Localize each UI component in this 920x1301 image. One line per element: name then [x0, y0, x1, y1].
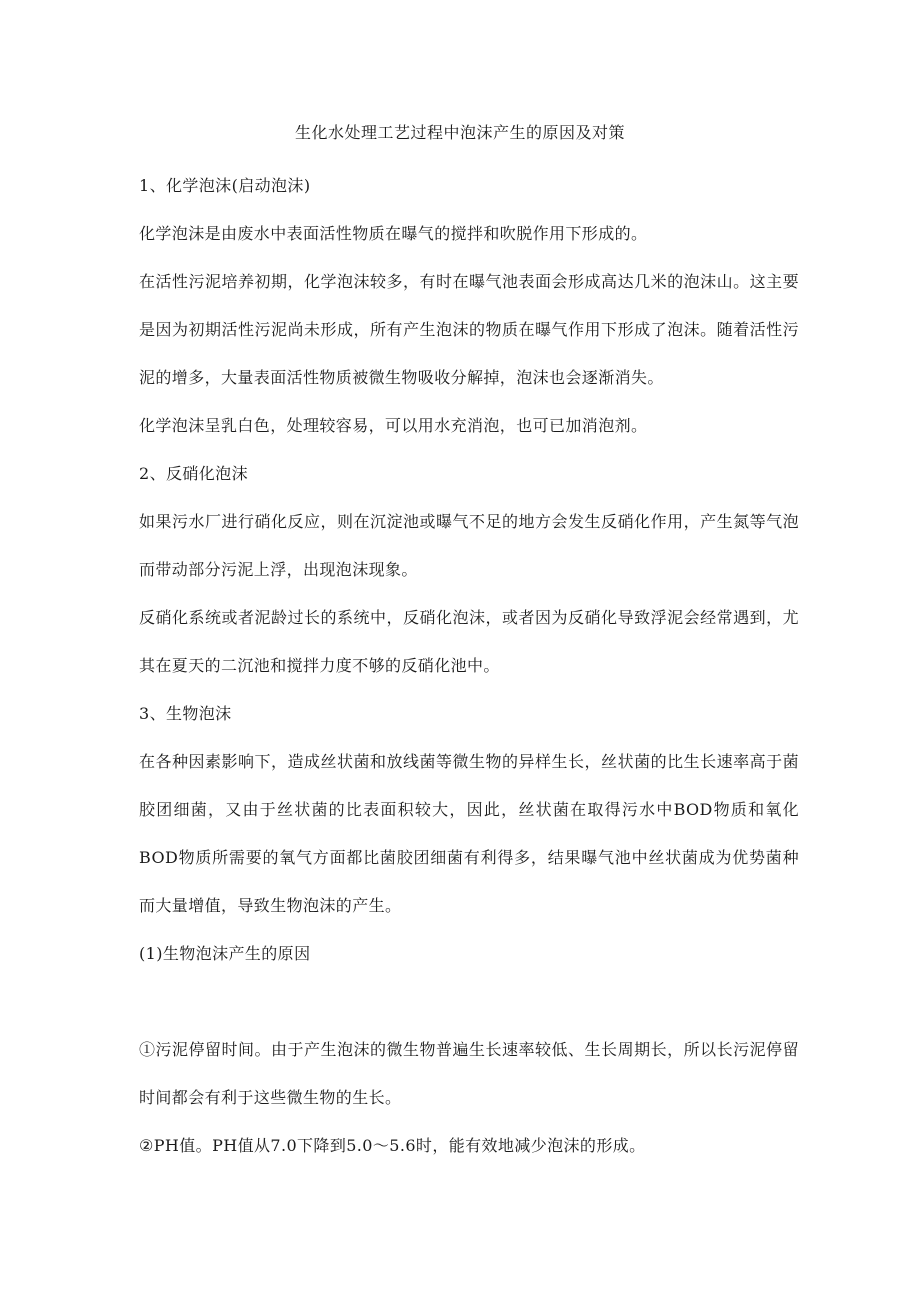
paragraph-chemical-treatment: 化学泡沫呈乳白色，处理较容易，可以用水充消泡，也可已加消泡剂。 — [139, 416, 648, 435]
paragraph-denitrification-occurrence: 反硝化系统或者泥龄过长的系统中，反硝化泡沫，或者因为反硝化导致浮泥会经常遇到，尤其在夏天的二沉池和搅拌力度不够的反硝化池中。 — [139, 608, 799, 675]
document-body — [139, 162, 799, 1170]
paragraph-chemical-initial: 在活性污泥培养初期，化学泡沫较多，有时在曝气池表面会形成高达几米的泡沫山。这主要是因为初期活性污泥尚未形成，所有产生泡沫的物质在曝气作用下形成了泡沫。随着活性污泥的增多，大量表面活性物质被微生物吸收分解掉，泡沫也会逐渐消失。 — [139, 272, 799, 387]
blank-line — [139, 978, 799, 1026]
document-title: 生化水处理工艺过程中泡沫产生的原因及对策 — [294, 123, 625, 142]
paragraph-biological-mechanism: 在各种因素影响下，造成丝状菌和放线菌等微生物的异样生长，丝状菌的比生长速率高于菌胶团细菌，又由于丝状菌的比表面积较大，因此，丝状菌在取得污水中BOD物质和氧化BOD物质所需要的氧气方面都比菌胶团细菌有利得多，结果曝气池中丝状菌成为优势菌种而大量增值，导致生物泡沫的产生。 — [139, 752, 799, 915]
paragraph-denitrification-cause: 如果污水厂进行硝化反应，则在沉淀池或曝气不足的地方会发生反硝化作用，产生氮等气泡而带动部分污泥上浮，出现泡沫现象。 — [139, 512, 799, 579]
heading-denitrification-foam: 2、反硝化泡沫 — [139, 464, 248, 483]
paragraph-sludge-retention: ①污泥停留时间。由于产生泡沫的微生物普遍生长速率较低、生长周期长，所以长污泥停留时间都会有利于这些微生物的生长。 — [139, 1040, 799, 1107]
heading-biological-foam: 3、生物泡沫 — [139, 704, 232, 723]
paragraph-ph-value: ②PH值。PH值从7.0下降到5.0～5.6时，能有效地减少泡沫的形成。 — [139, 1136, 646, 1155]
subheading-biological-causes: (1)生物泡沫产生的原因 — [139, 944, 311, 963]
paragraph-chemical-definition: 化学泡沫是由废水中表面活性物质在曝气的搅拌和吹脱作用下形成的。 — [139, 224, 648, 243]
heading-chemical-foam: 1、化学泡沫(启动泡沫) — [139, 176, 311, 195]
